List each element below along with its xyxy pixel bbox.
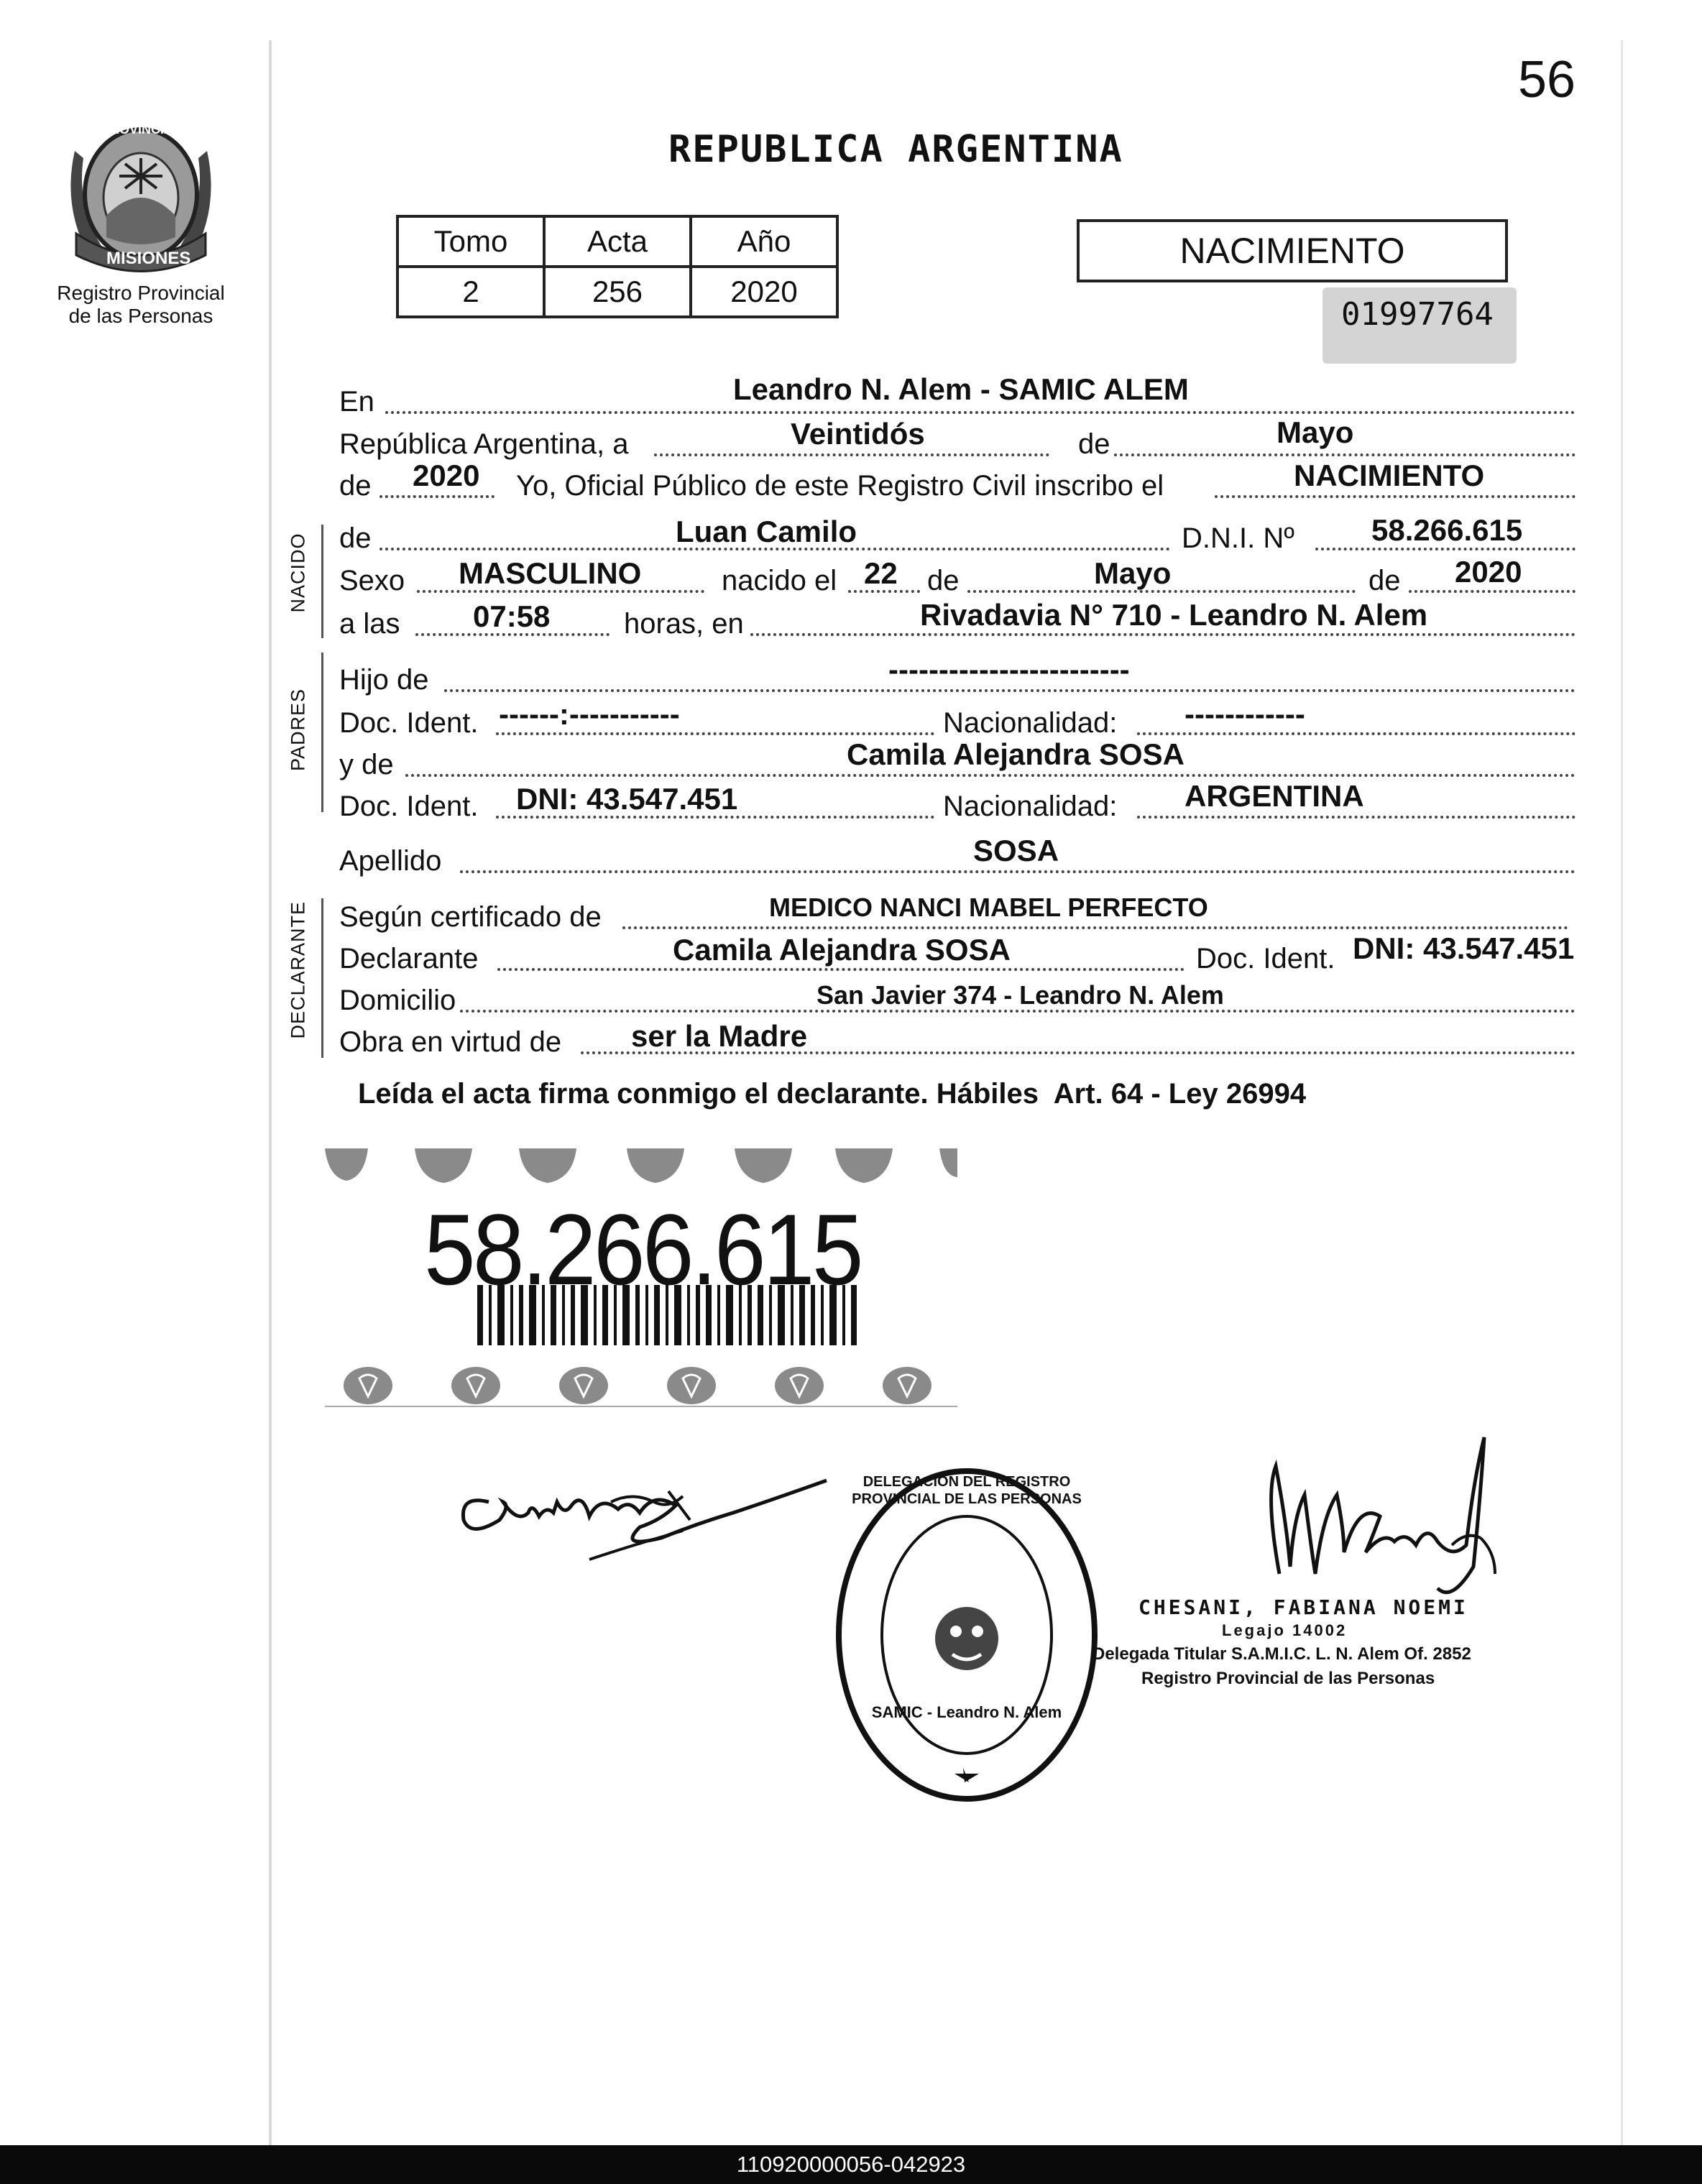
label-dni: D.N.I. Nº bbox=[1182, 522, 1294, 554]
label-sexo: Sexo bbox=[339, 565, 405, 596]
label-de2: de bbox=[927, 565, 960, 596]
value-sexo: MASCULINO bbox=[459, 556, 642, 590]
dotline bbox=[497, 968, 1184, 971]
label-en: En bbox=[339, 386, 374, 418]
dotline bbox=[1315, 548, 1576, 550]
value-declarante: Camila Alejandra SOSA bbox=[673, 933, 1011, 967]
seal-inner-text: SAMIC - Leandro N. Alem bbox=[871, 1703, 1062, 1721]
serial-number-stamp bbox=[1322, 287, 1517, 364]
value-lugar-nac: Rivadavia N° 710 - Leandro N. Alem bbox=[920, 598, 1428, 632]
doc-type-box: NACIMIENTO bbox=[1077, 219, 1508, 282]
value-nac-madre: ARGENTINA bbox=[1184, 779, 1364, 813]
value-padre: ------------------------ bbox=[888, 653, 1130, 686]
value-certificado: MEDICO NANCI MABEL PERFECTO bbox=[769, 893, 1208, 922]
logo-caption-line2: de las Personas bbox=[68, 305, 213, 327]
label-segun: Según certificado de bbox=[339, 901, 602, 933]
ref-value-tomo: 2 bbox=[397, 267, 544, 317]
label-yo: Yo, Oficial Público de este Registro Civil inscribo el bbox=[516, 470, 1164, 502]
label-nacionalidad-1: Nacionalidad: bbox=[943, 707, 1118, 739]
value-mes-nac: Mayo bbox=[1094, 556, 1172, 590]
ref-header-acta: Acta bbox=[544, 216, 691, 267]
declarante-separator bbox=[321, 898, 323, 1058]
official-org: Registro Provincial de las Personas bbox=[1141, 1669, 1435, 1688]
ref-value-acta: 256 bbox=[544, 267, 691, 317]
value-madre: Camila Alejandra SOSA bbox=[847, 737, 1184, 771]
label-republica: República Argentina, a bbox=[339, 428, 629, 460]
closing-text: Leída el acta firma conmigo el declarante. Hábiles Art. 64 - Ley 26994 bbox=[358, 1078, 1307, 1110]
dotline bbox=[380, 495, 494, 498]
dotline bbox=[405, 774, 1576, 777]
label-obra: Obra en virtud de bbox=[339, 1026, 562, 1058]
official-cargo: Delegada Titular S.A.M.I.C. L. N. Alem Of. 2852 bbox=[1092, 1644, 1471, 1664]
value-hora: 07:58 bbox=[473, 599, 551, 633]
id-sticker bbox=[325, 1148, 957, 1407]
label-horas-en: horas, en bbox=[624, 608, 744, 640]
label-doc-ident-1: Doc. Ident. bbox=[339, 707, 479, 739]
logo-caption-line1: Registro Provincial bbox=[57, 282, 225, 304]
label-doc-ident-3: Doc. Ident. bbox=[1196, 943, 1335, 974]
ref-header-anio: Año bbox=[691, 216, 837, 267]
dotline bbox=[750, 633, 1576, 636]
dotline bbox=[385, 411, 1576, 414]
ref-header-tomo: Tomo bbox=[397, 216, 544, 267]
page-number: 56 bbox=[1518, 51, 1576, 109]
dotline bbox=[1409, 590, 1576, 593]
page-right-edge bbox=[1621, 40, 1623, 2153]
value-domicilio: San Javier 374 - Leandro N. Alem bbox=[816, 980, 1224, 1010]
value-obra: ser la Madre bbox=[631, 1019, 808, 1053]
value-doc-declarante: DNI: 43.547.451 bbox=[1353, 931, 1575, 965]
ref-value-anio: 2020 bbox=[691, 267, 837, 317]
label-apellido: Apellido bbox=[339, 845, 442, 877]
label-de3: de bbox=[1368, 565, 1401, 596]
label-doc-ident-2: Doc. Ident. bbox=[339, 791, 479, 822]
dotline bbox=[1137, 732, 1576, 735]
label-y-de: y de bbox=[339, 749, 394, 780]
nacido-separator bbox=[321, 525, 323, 638]
province-logo bbox=[62, 108, 220, 280]
value-apellido: SOSA bbox=[973, 834, 1059, 867]
value-lugar: Leandro N. Alem - SAMIC ALEM bbox=[733, 372, 1189, 406]
reference-table bbox=[396, 215, 839, 318]
label-a-las: a las bbox=[339, 608, 400, 640]
value-dia: 22 bbox=[864, 556, 898, 590]
document-title: REPUBLICA ARGENTINA bbox=[668, 128, 1123, 171]
dotline bbox=[654, 453, 1049, 456]
declarant-signature bbox=[446, 1452, 834, 1574]
dotline bbox=[1137, 816, 1576, 819]
label-nacionalidad-2: Nacionalidad: bbox=[943, 791, 1118, 822]
side-label-padres: PADRES bbox=[287, 688, 309, 772]
sticker-number: 58.266.615 bbox=[424, 1193, 861, 1306]
value-dni: 58.266.615 bbox=[1371, 513, 1523, 547]
label-declarante: Declarante bbox=[339, 943, 479, 974]
value-anio: 2020 bbox=[413, 459, 480, 492]
serial-number: 01997764 bbox=[1341, 296, 1494, 333]
official-signature bbox=[1236, 1409, 1538, 1617]
label-de-mes: de bbox=[1078, 428, 1110, 460]
official-name: CHESANI, FABIANA NOEMI bbox=[1138, 1595, 1468, 1619]
label-de-nombre: de bbox=[339, 522, 372, 554]
value-nac-padre: ------------ bbox=[1184, 697, 1305, 731]
seal-ring-text: DELEGACION DEL REGISTRO PROVINCIAL DE LAS PERSONAS bbox=[852, 1474, 1082, 1507]
dotline bbox=[1114, 453, 1576, 456]
value-acto: NACIMIENTO bbox=[1294, 459, 1485, 492]
dotline bbox=[496, 732, 934, 735]
value-doc-padre: ------:----------- bbox=[499, 697, 680, 731]
page-margin-line bbox=[269, 40, 272, 2153]
label-nacido-el: nacido el bbox=[722, 565, 837, 596]
value-doc-madre: DNI: 43.547.451 bbox=[516, 782, 738, 816]
value-nombre: Luan Camilo bbox=[676, 515, 857, 548]
value-anio-nac: 2020 bbox=[1455, 555, 1522, 589]
label-hijo-de: Hijo de bbox=[339, 664, 429, 696]
dotline bbox=[1215, 495, 1576, 498]
label-domicilio: Domicilio bbox=[339, 985, 456, 1016]
official-legajo: Legajo 14002 bbox=[1222, 1621, 1348, 1639]
official-seal bbox=[834, 1466, 1100, 1804]
value-mes: Mayo bbox=[1276, 415, 1354, 449]
value-dia-letras: Veintidós bbox=[791, 417, 925, 451]
label-de-ano: de bbox=[339, 470, 372, 502]
logo-banner-top: PROVINCIA DE bbox=[101, 122, 195, 137]
side-label-declarante: DECLARANTE bbox=[287, 900, 309, 1039]
footer-code: 110920000056-042923 bbox=[0, 2145, 1702, 2184]
padres-separator bbox=[321, 653, 323, 812]
logo-banner-bottom: MISIONES bbox=[106, 249, 191, 268]
dotline bbox=[622, 926, 1568, 929]
side-label-nacido: NACIDO bbox=[287, 533, 309, 613]
dotline bbox=[460, 870, 1576, 873]
dotline bbox=[444, 689, 1576, 692]
